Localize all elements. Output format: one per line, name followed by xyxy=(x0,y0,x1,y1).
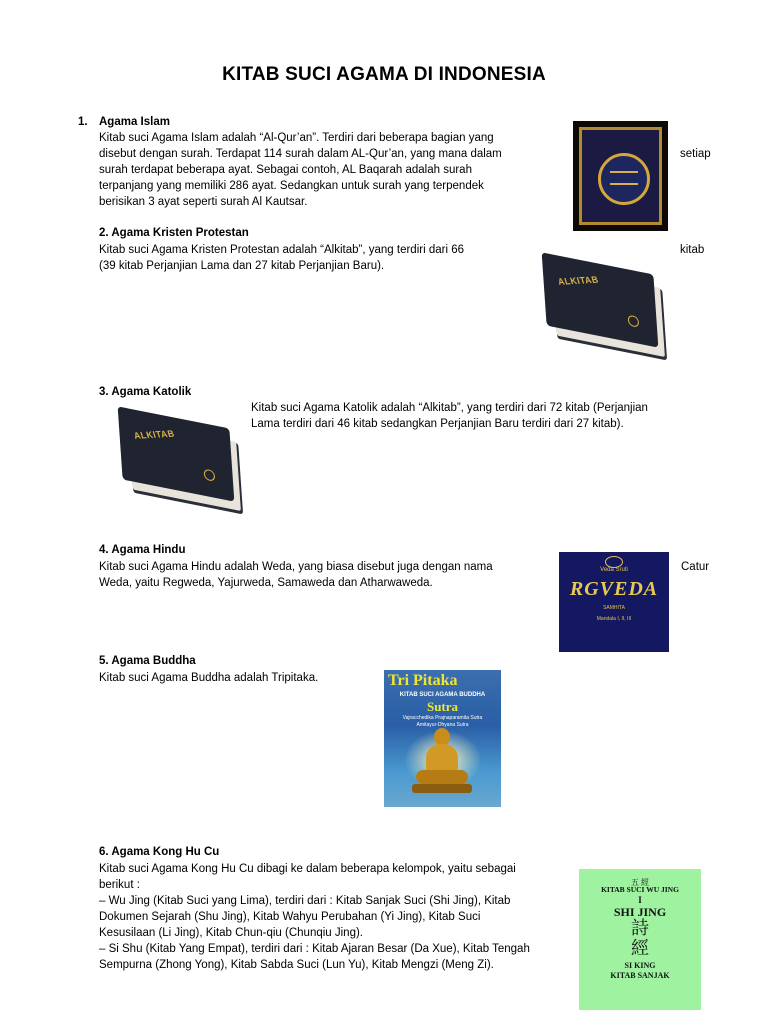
cover-top-text: Veda Sruti xyxy=(600,567,628,573)
alkitab-katolik-image xyxy=(108,408,248,508)
book-cover xyxy=(118,406,235,501)
text-line: Weda, yaitu Regweda, Yajurweda, Samaweda dan Atharwaweda. xyxy=(99,577,433,589)
section-6-heading: 6. Agama Kong Hu Cu xyxy=(99,846,220,858)
section-3-heading: 3. Agama Katolik xyxy=(99,386,192,398)
section-6-text xyxy=(99,861,530,973)
text-line: Kitab suci Agama Hindu adalah Weda, yang biasa disebut juga dengan nama xyxy=(99,561,493,573)
text-line: Kesusilaan (Li Jing), Kitab Chun-qiu (Chunqiu Jing). xyxy=(99,927,364,939)
emblem-icon xyxy=(628,314,640,327)
text-line: Lama terdiri dari 46 kitab sedangkan Perjanjian Baru terdiri dari 27 kitab). xyxy=(251,418,624,430)
cover-line: SI KING xyxy=(624,961,656,970)
cover-line: KITAB SANJAK xyxy=(610,971,670,980)
text-line: Kitab suci Agama Kristen Protestan adalah “Alkitab”, yang terdiri dari 66 xyxy=(99,244,464,256)
text-line: Sempurna (Zhong Yong), Kitab Sabda Suci (Lun Yu), Kitab Mengzi (Meng Zi). xyxy=(99,959,494,971)
text-line: surah terdapat beberapa ayat. Sebagai contoh, AL Baqarah adalah surah xyxy=(99,164,472,176)
text-line: Kitab suci Agama Katolik adalah “Alkitab”, yang terdiri dari 72 kitab (Perjanjian xyxy=(251,402,648,414)
quran-image xyxy=(573,121,668,231)
cover-subtitle: KITAB SUCI AGAMA BUDDHA xyxy=(399,692,486,698)
section-4-heading: 4. Agama Hindu xyxy=(99,544,186,556)
buddha-lap xyxy=(416,770,468,784)
cover-line: Vajracchedika Prajnaparamita Sutra xyxy=(402,715,483,721)
cover-title: SHI JING xyxy=(613,905,667,919)
section-1-side-word: setiap xyxy=(680,148,711,160)
text-line: berisikan 3 ayat seperti surah Al Kautsar. xyxy=(99,196,308,208)
cover-roman: I xyxy=(638,895,642,905)
cover-chinese-top: 五 經 xyxy=(631,878,649,887)
cover-lines xyxy=(384,715,501,729)
section-3-text xyxy=(251,400,648,432)
quran-cover-border xyxy=(579,127,662,225)
cover-line: KITAB SUCI WU JING xyxy=(601,885,679,894)
section-1-text xyxy=(99,130,502,210)
cover-subtitle: SAMHITA xyxy=(603,605,625,611)
text-line: Kitab suci Agama Kong Hu Cu dibagi ke dalam beberapa kelompok, yaitu sebagai xyxy=(99,863,516,875)
cover-line: Amitayur-Dhyana Sutra xyxy=(416,722,469,728)
cover-title: RGVEDA xyxy=(569,578,659,600)
section-1-number: 1. xyxy=(78,116,88,128)
text-line: – Si Shu (Kitab Yang Empat), terdiri dari : Kitab Ajaran Besar (Da Xue), Kitab Tengah xyxy=(99,943,530,955)
section-2-side-word: kitab xyxy=(680,244,705,256)
cover-sutra: Sutra xyxy=(426,699,459,714)
section-5-text xyxy=(99,670,318,686)
tripitaka-image xyxy=(384,670,501,807)
section-4-text xyxy=(99,559,493,591)
emblem-icon xyxy=(204,468,216,481)
alkitab-protestan-image xyxy=(532,254,672,354)
book-title: ALKITAB xyxy=(132,428,176,441)
buddha-base xyxy=(412,784,472,793)
section-2-heading: 2. Agama Kristen Protestan xyxy=(99,227,249,239)
text-line: terpanjang yang memiliki 286 ayat. Sedangkan untuk surah yang terpendek xyxy=(99,180,484,192)
text-line: (39 kitab Perjanjian Lama dan 27 kitab Perjanjian Baru). xyxy=(99,260,385,272)
cover-line: Mandala I, II, III xyxy=(596,616,632,622)
text-line: Kitab suci Agama Buddha adalah Tripitaka. xyxy=(99,672,319,684)
shi-jing-image xyxy=(579,869,701,1010)
text-line: – Wu Jing (Kitab Suci yang Lima), terdiri dari : Kitab Sanjak Suci (Shi Jing), Kitab xyxy=(99,895,511,907)
section-4-side-word: Catur xyxy=(681,561,710,573)
text-line: Kitab suci Agama Islam adalah “Al-Qur’an”. Terdiri dari beberapa bagian yang xyxy=(99,132,494,144)
quran-medallion xyxy=(598,153,650,205)
cover-title: Tri Pitaka xyxy=(388,672,458,689)
book-cover xyxy=(542,252,659,347)
section-2-text xyxy=(99,242,464,274)
rgveda-image xyxy=(559,552,669,652)
cover-chinese: 詩 經 xyxy=(631,918,649,958)
text-line: disebut dengan surah. Terdapat 114 surah dalam AL-Qur’an, yang mana dalam xyxy=(99,148,502,160)
page-title: KITAB SUCI AGAMA DI INDONESIA xyxy=(222,64,546,85)
text-line: Dokumen Sejarah (Shu Jing), Kitab Wahyu Perubahan (Yi Jing), Kitab Suci xyxy=(99,911,481,923)
book-title: ALKITAB xyxy=(556,274,600,287)
section-1-heading: Agama Islam xyxy=(99,116,170,128)
text-line: berikut : xyxy=(99,879,140,891)
section-5-heading: 5. Agama Buddha xyxy=(99,655,196,667)
